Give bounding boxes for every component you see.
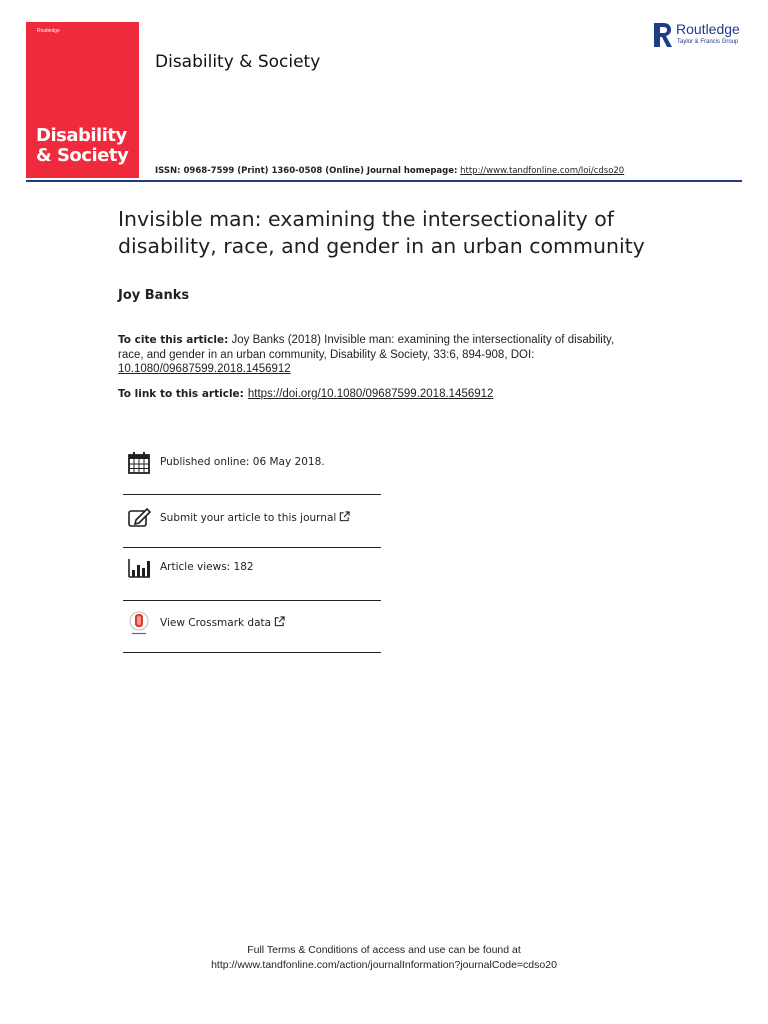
cover-title-line2: & Society <box>36 145 129 166</box>
published-row <box>123 440 381 486</box>
journal-cover-image <box>26 22 139 178</box>
article-views: Article views: 182 <box>160 561 254 573</box>
cite-text: Joy Banks (2018) Invisible man: examining the intersectionality of disability, race, and gender in an urban community, Disability & Society, 33:6, 894-908, DOI: <box>118 334 615 361</box>
footer-terms <box>0 943 768 973</box>
submit-row[interactable] <box>123 495 381 541</box>
divider <box>123 652 381 653</box>
footer-terms-link[interactable]: http://www.tandfonline.com/action/journalInformation?journalCode=cdso20 <box>211 959 557 971</box>
cover-publisher-mark: Routledge <box>37 28 60 34</box>
submit-article-link[interactable] <box>160 511 350 524</box>
crossmark-label: View Crossmark data <box>160 617 272 629</box>
citation-block <box>118 333 638 377</box>
issn-line <box>155 166 624 176</box>
article-author: Joy Banks <box>118 288 190 303</box>
cite-doi-link[interactable]: 10.1080/09687599.2018.1456912 <box>118 363 291 375</box>
issn-label: ISSN: 0968-7599 (Print) 1360-0508 (Online) Journal homepage: <box>155 166 458 176</box>
journal-homepage-link[interactable]: http://www.tandfonline.com/loi/cdso20 <box>460 166 625 176</box>
external-link-icon <box>274 616 285 627</box>
article-title: Invisible man: examining the intersectionality of disability, race, and gender in an urban community <box>118 207 645 258</box>
crossmark-icon <box>127 611 151 635</box>
crossmark-link[interactable] <box>160 616 285 629</box>
publisher-name: Routledge <box>676 21 740 37</box>
publisher-subtitle: Taylor & Francis Group <box>677 39 739 45</box>
calendar-icon <box>127 451 151 475</box>
cover-title-line1: Disability <box>36 125 127 146</box>
cover-title <box>36 126 136 166</box>
header-divider <box>26 180 742 182</box>
bar-chart-icon <box>127 556 151 580</box>
external-link-icon <box>339 511 350 522</box>
cite-label: To cite this article: <box>118 334 229 346</box>
doi-link[interactable]: https://doi.org/10.1080/09687599.2018.1456912 <box>247 388 494 400</box>
crossmark-row[interactable] <box>123 600 381 646</box>
footer-line1: Full Terms & Conditions of access and use can be found at <box>247 944 521 956</box>
journal-name: Disability & Society <box>155 52 321 72</box>
article-link-line <box>118 388 493 400</box>
views-row <box>123 545 381 591</box>
edit-icon <box>127 506 151 530</box>
submit-label: Submit your article to this journal <box>160 512 337 524</box>
link-label: To link to this article: <box>118 388 244 400</box>
published-date: Published online: 06 May 2018. <box>160 456 325 468</box>
routledge-logo-icon <box>654 21 674 49</box>
